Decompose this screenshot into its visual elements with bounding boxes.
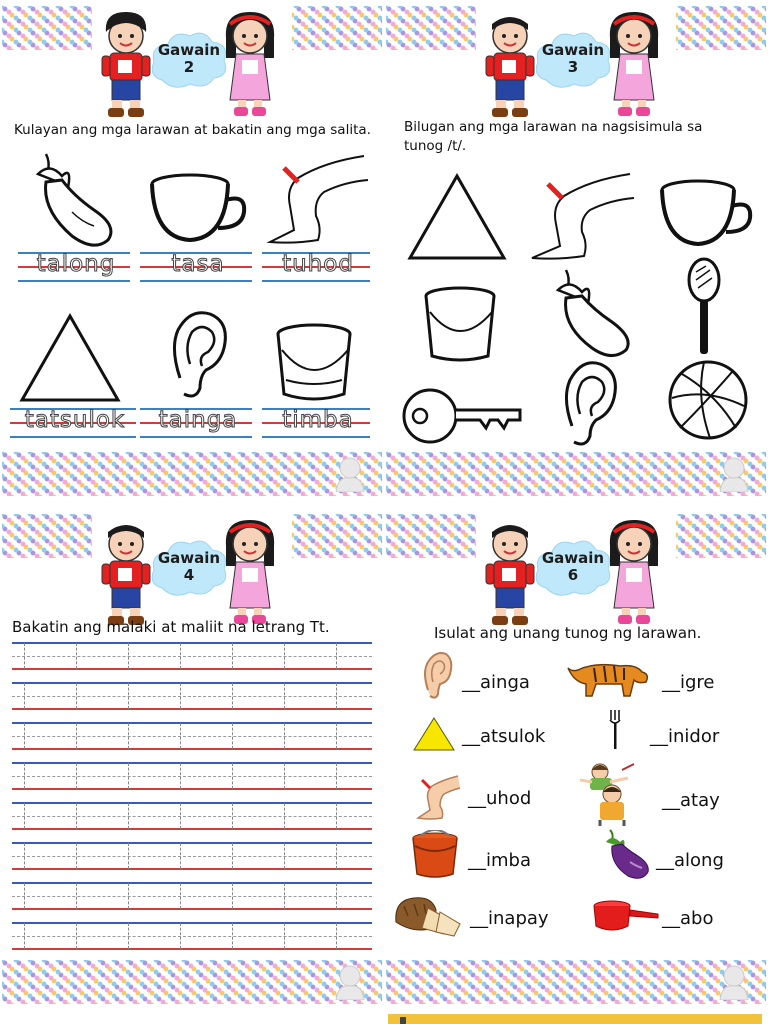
title-number: 6 [567,566,579,584]
next-page-strip [388,1014,762,1024]
guide-base-line [12,948,372,950]
tick-guide [128,763,129,789]
guide-top-line [12,642,372,644]
tick-guide [76,923,77,949]
cup-icon [658,178,754,252]
triangle-icon [18,312,122,404]
instruction-text: Isulat ang unang tunog ng larawan. [434,624,702,642]
trace-word: tainga [158,407,238,433]
polka-dot-border-bottom [386,452,766,496]
family-icon [576,760,646,826]
trace-word-line [262,406,370,440]
boy-icon [482,8,538,120]
guide-top-line [12,682,372,684]
ear-icon [166,308,230,400]
fill-in-item: __igre [662,672,715,693]
guide-base-line [12,748,372,750]
fill-in-item: __abo [662,908,714,929]
guide-base-line [12,868,372,870]
cup-icon [148,172,248,248]
eggplant-icon [554,268,634,360]
title-number: 2 [183,58,195,76]
guide-mid-line [12,936,372,937]
fill-in-item: __inidor [650,726,720,747]
tick-guide [336,883,337,909]
guide-mid-line [12,896,372,897]
eggplant-icon [32,152,116,250]
instruction-text: Kulayan ang mga larawan at bakatin ang mga salita. [14,122,371,138]
tick-guide [24,723,25,749]
fork-icon [608,708,622,750]
title-number: 4 [183,566,195,584]
practice-row[interactable] [12,760,372,790]
practice-row[interactable] [12,680,372,710]
guide-top-line [12,762,372,764]
practice-row[interactable] [12,840,372,870]
activity-title [532,550,614,584]
tick-guide [128,803,129,829]
tiger-icon [564,656,652,700]
tick-guide [180,923,181,949]
fill-in-item: __atay [662,790,720,811]
practice-row[interactable] [12,880,372,910]
tick-guide [284,843,285,869]
trace-word-line [262,250,370,284]
title-word: Gawain [541,549,605,567]
fill-in-item: __uhod [468,788,532,809]
strip-mark [400,1017,406,1024]
practice-row[interactable] [12,800,372,830]
tick-guide [76,643,77,669]
tick-guide [24,803,25,829]
mirror-icon [686,256,722,356]
tick-guide [24,883,25,909]
tick-guide [24,643,25,669]
tick-guide [336,803,337,829]
fill-in-item: __along [656,850,724,871]
tick-guide [180,883,181,909]
tick-guide [284,723,285,749]
tick-guide [180,763,181,789]
guide-top-line [12,842,372,844]
fill-in-item: __ainga [462,672,530,693]
boy-icon [482,516,538,628]
tick-guide [232,883,233,909]
worksheet-gawain-2 [2,2,382,502]
title-word: Gawain [157,549,221,567]
guide-mid-line [12,736,372,737]
saucepan-icon [592,896,660,934]
trace-word: tasa [171,251,225,277]
tick-guide [24,843,25,869]
tick-guide [24,923,25,949]
ball-icon [666,358,750,442]
eggplant-icon [604,828,650,880]
tick-guide [336,763,337,789]
tick-guide [232,843,233,869]
tick-guide [284,923,285,949]
instruction-line-2: tunog /t/. [404,138,467,154]
guide-top-line [12,922,372,924]
guide-mid-line [12,776,372,777]
guide-base-line [12,908,372,910]
tick-guide [180,803,181,829]
guide-base-line [12,708,372,710]
tick-guide [180,843,181,869]
trace-word-line [10,406,136,440]
tick-guide [336,643,337,669]
title-word: Gawain [157,41,221,59]
trace-word-line [18,250,130,284]
fill-in-item: __atsulok [462,726,546,747]
guide-mid-line [12,856,372,857]
tick-guide [180,683,181,709]
tick-guide [284,643,285,669]
practice-row[interactable] [12,720,372,750]
tick-guide [76,683,77,709]
leg-icon [414,774,462,822]
trace-word: timba [282,407,354,433]
trace-word: talong [36,251,116,277]
guide-top-line [12,882,372,884]
tick-guide [128,723,129,749]
polka-dot-border-bottom [2,452,382,496]
triangle-icon [406,172,508,262]
tick-guide [336,683,337,709]
title-word: Gawain [541,41,605,59]
polka-dot-border-bottom [2,960,382,1004]
leg-icon [526,170,636,266]
instruction-text [404,118,702,156]
activity-title [532,42,614,76]
tick-guide [336,843,337,869]
bucket-icon [422,284,502,364]
ear-icon [420,650,454,700]
tick-guide [232,723,233,749]
tick-guide [128,843,129,869]
tick-guide [128,683,129,709]
teacher-watermark-icon [716,962,752,1000]
tick-guide [232,763,233,789]
practice-row[interactable] [12,640,372,670]
activity-title [148,42,230,76]
tick-guide [76,723,77,749]
teacher-watermark-icon [332,454,368,492]
tick-guide [336,923,337,949]
tick-guide [284,763,285,789]
fill-in-item: __inapay [470,908,549,929]
trace-word: tuhod [282,251,354,277]
practice-row[interactable] [12,920,372,950]
tick-guide [24,763,25,789]
tick-guide [284,683,285,709]
guide-top-line [12,802,372,804]
tick-guide [76,883,77,909]
bucket-icon [410,830,460,880]
guide-base-line [12,668,372,670]
tick-guide [180,643,181,669]
tick-guide [284,803,285,829]
guide-top-line [12,722,372,724]
tick-guide [232,803,233,829]
tick-guide [232,643,233,669]
instruction-text: Bakatin ang malaki at maliit na letrang Tt. [12,618,330,636]
tick-guide [128,923,129,949]
title-number: 3 [567,58,579,76]
trace-word: tatsulok [24,407,126,433]
fill-in-item: __imba [468,850,531,871]
tick-guide [76,803,77,829]
boy-icon [98,516,154,628]
bucket-icon [274,320,356,404]
tick-guide [284,883,285,909]
bread-icon [392,892,466,938]
trace-word-line [140,250,252,284]
key-icon [400,384,524,448]
tick-guide [128,883,129,909]
trace-word-line [140,406,252,440]
tick-guide [76,843,77,869]
guide-mid-line [12,816,372,817]
tick-guide [180,723,181,749]
worksheet-gawain-6 [386,510,766,1010]
tick-guide [232,923,233,949]
guide-mid-line [12,656,372,657]
activity-title [148,550,230,584]
guide-base-line [12,828,372,830]
teacher-watermark-icon [716,454,752,492]
handwriting-practice-lines[interactable] [12,640,372,956]
worksheet-gawain-3 [386,2,766,502]
teacher-watermark-icon [332,962,368,1000]
guide-base-line [12,788,372,790]
boy-icon [98,8,154,120]
tick-guide [76,763,77,789]
polka-dot-border-bottom [386,960,766,1004]
guide-mid-line [12,696,372,697]
tick-guide [232,683,233,709]
instruction-line-1: Bilugan ang mga larawan na nagsisimula sa [404,119,703,135]
tick-guide [128,643,129,669]
worksheet-gawain-4 [2,510,382,1010]
tick-guide [24,683,25,709]
triangle-icon [412,716,456,752]
tick-guide [336,723,337,749]
leg-icon [264,152,370,250]
ear-icon [558,358,620,448]
